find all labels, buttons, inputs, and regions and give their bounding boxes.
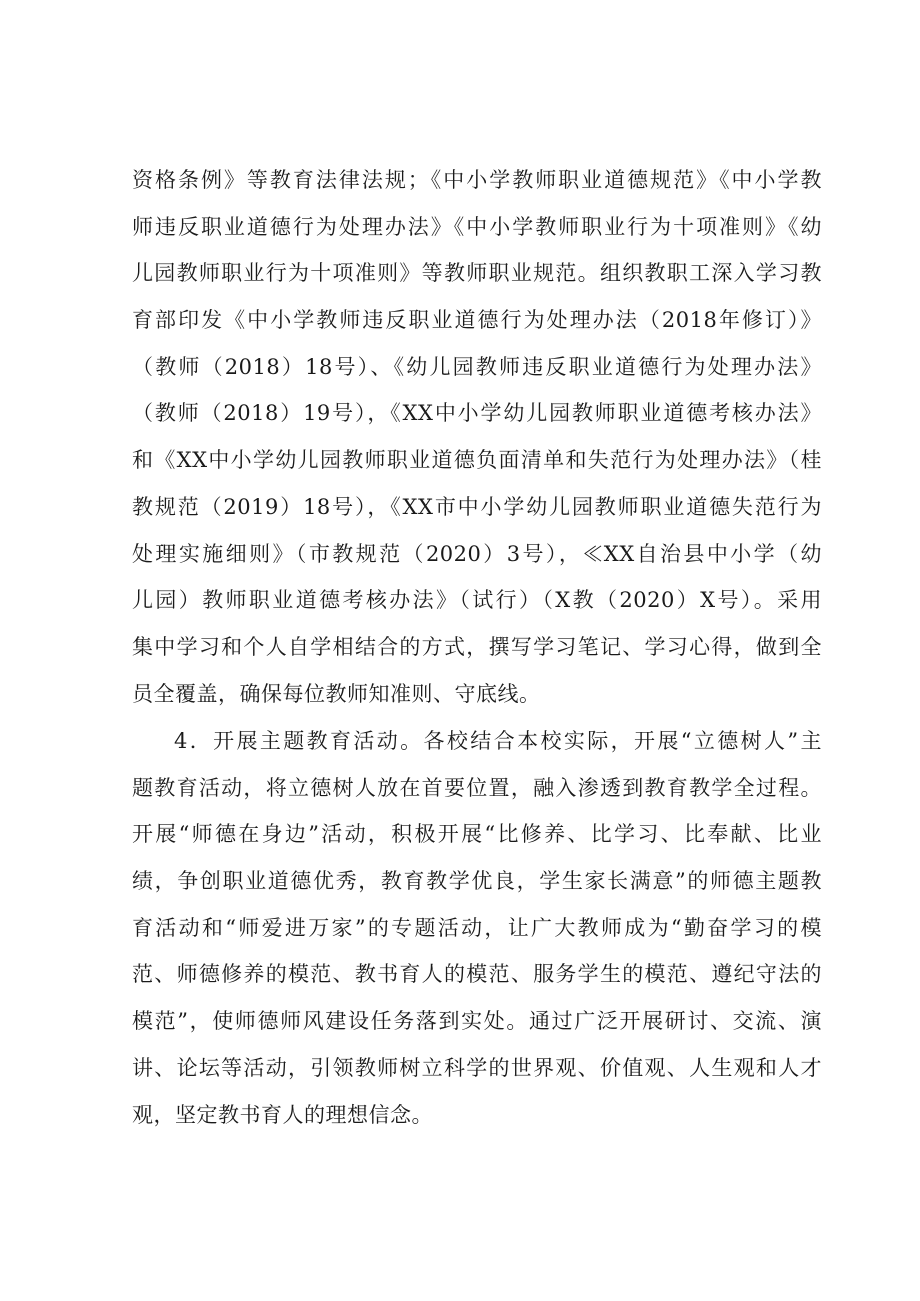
- paragraph-line: （教师（2018）19号），《XX中小学幼儿园教师职业道德考核办法》: [132, 401, 822, 426]
- paragraph-line: 师违反职业道德行为处理办法》《中小学教师职业行为十项准则》《幼: [132, 214, 822, 239]
- paragraph-theme-education-activities: [132, 718, 822, 1138]
- paragraph-line: （教师（2018）18号）、《幼儿园教师违反职业道德行为处理办法》: [132, 354, 822, 379]
- paragraph-line: 集中学习和个人自学相结合的方式，撰写学习笔记、学习心得，做到全: [132, 634, 822, 659]
- paragraph-line: 题教育活动，将立德树人放在首要位置，融入渗透到教育教学全过程。: [132, 775, 822, 800]
- paragraph-line: 4．开展主题教育活动。各校结合本校实际，开展“立德树人”主: [174, 729, 822, 753]
- paragraph-line: 范、师德修养的模范、教书育人的模范、服务学生的模范、遵纪守法的: [132, 962, 822, 987]
- paragraph-teacher-ethics-study: [132, 157, 822, 717]
- paragraph-line: 儿园）教师职业道德考核办法》（试行）（X教（2020）X号）。采用: [132, 588, 822, 613]
- paragraph-line: 育活动和“师爱进万家”的专题活动，让广大教师成为“勤奋学习的模: [132, 915, 822, 940]
- paragraph-line: 育部印发《中小学教师违反职业道德行为处理办法（2018年修订）》: [132, 308, 822, 333]
- paragraph-line: 观，坚定教书育人的理想信念。: [132, 1102, 433, 1127]
- paragraph-line: 讲、论坛等活动，引领教师树立科学的世界观、价值观、人生观和人才: [132, 1055, 822, 1080]
- paragraph-line: 绩，争创职业道德优秀，教育教学优良，学生家长满意”的师德主题教: [132, 869, 822, 894]
- paragraph-line: 员全覆盖，确保每位教师知准则、守底线。: [132, 681, 541, 706]
- paragraph-line: 教规范（2019）18号），《XX市中小学幼儿园教师职业道德失范行为: [132, 494, 822, 519]
- paragraph-line: 资格条例》等教育法律法规；《中小学教师职业道德规范》《中小学教: [132, 168, 822, 192]
- paragraph-line: 儿园教师职业行为十项准则》等教师职业规范。组织教职工深入学习教: [132, 261, 822, 286]
- paragraph-line: 处理实施细则》（市教规范（2020）3号），≪XX自治县中小学（幼: [132, 541, 822, 566]
- paragraph-line: 开展“师德在身边”活动，积极开展“比修养、比学习、比奉献、比业: [132, 822, 822, 847]
- paragraph-line: 模范”，使师德师风建设任务落到实处。通过广泛开展研讨、交流、演: [132, 1009, 822, 1034]
- paragraph-line: 和《XX中小学幼儿园教师职业道德负面清单和失范行为处理办法》（桂: [132, 448, 822, 473]
